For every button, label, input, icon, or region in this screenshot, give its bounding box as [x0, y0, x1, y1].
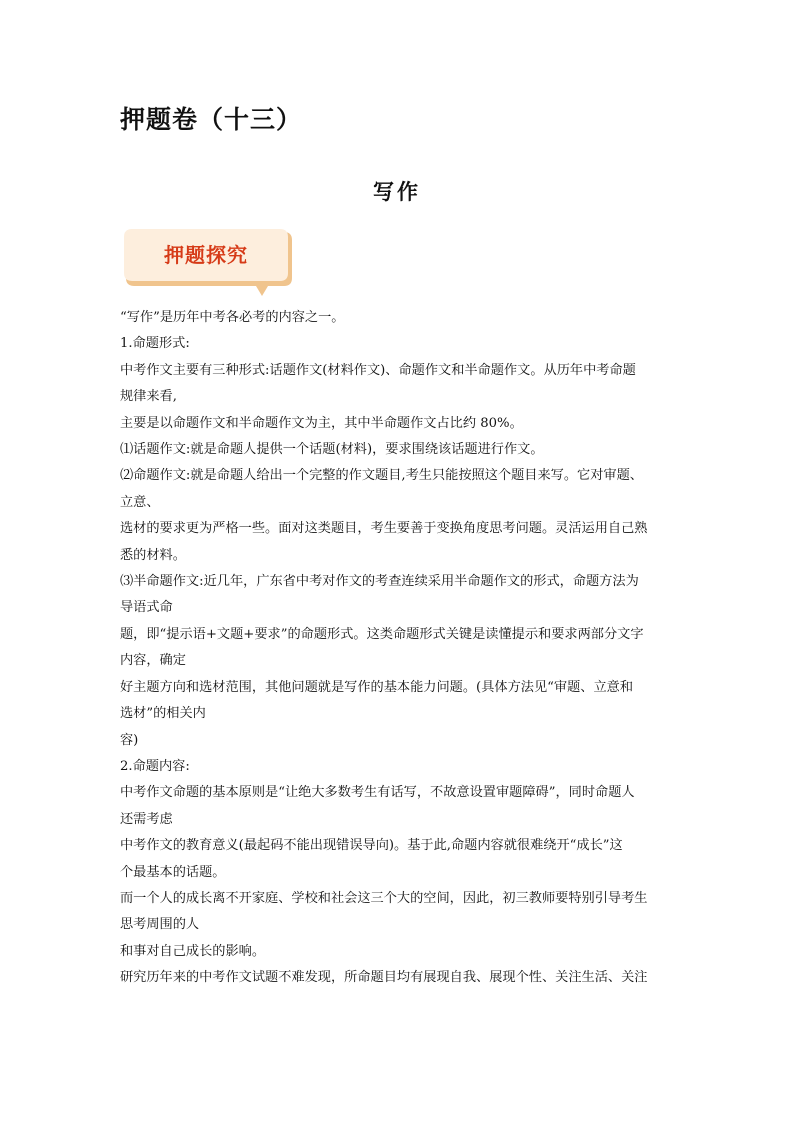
- text-line: 1.命题形式:: [120, 336, 190, 352]
- text-line: 而一个人的成长离不开家庭、学校和社会这三个大的空间，因此，初三教师要特别引导考生: [120, 890, 648, 906]
- text-line: 思考周围的人: [120, 917, 200, 933]
- text-line: 选材”的相关内: [120, 706, 206, 722]
- text-line: ⑴话题作文:就是命题人提供一个话题(材料)，要求围绕该话题进行作文。: [120, 442, 544, 458]
- text-line: “写作”是历年中考各必考的内容之一。: [120, 310, 345, 325]
- text-line: 内容，确定: [120, 653, 186, 669]
- text-line: 和事对自己成长的影响。: [120, 943, 266, 959]
- text-line: 容): [120, 732, 139, 748]
- text-line: ⑵命题作文:就是命题人给出一个完整的作文题目,考生只能按照这个题目来写。它对审题、: [120, 468, 643, 484]
- text-line: 导语式命: [120, 600, 173, 616]
- badge-label: 押题探究: [164, 243, 248, 267]
- text-line: 个最基本的话题。: [120, 864, 226, 880]
- text-line: 中考作文命题的基本原则是“让绝大多数考生有话写，不故意设置审题障碍”，同时命题人: [120, 785, 635, 801]
- text-line: 规律来看,: [120, 389, 177, 405]
- text-line: 中考作文的教育意义(最起码不能出现错误导向)。基于此,命题内容就很难绕开“成长”这: [120, 838, 623, 854]
- text-line: 2.命题内容:: [120, 758, 190, 774]
- section-badge: [122, 228, 294, 300]
- text-line: 还需考虑: [120, 811, 173, 827]
- page-title: 押题卷（十三）: [120, 105, 303, 134]
- text-line: 选材的要求更为严格一些。面对这类题目，考生要善于变换角度思考问题。灵活运用自己熟: [120, 521, 648, 537]
- text-line: ⑶半命题作文:近几年，广东省中考对作文的考查连续采用半命题作文的形式，命题方法为: [120, 574, 639, 590]
- section-title: 写作: [373, 180, 421, 204]
- text-line: 立意、: [120, 494, 160, 510]
- text-line: 题，即“提示语+文题+要求”的命题形式。这类命题形式关键是读懂提示和要求两部分文字: [120, 626, 644, 642]
- text-line: 主要是以命题作文和半命题作文为主，其中半命题作文占比约 80%。: [120, 415, 523, 431]
- document-body: [120, 305, 680, 992]
- text-line: 悉的材料。: [120, 547, 186, 563]
- text-line: 中考作文主要有三种形式:话题作文(材料作文)、命题作文和半命题作文。从历年中考命题: [120, 362, 636, 378]
- text-line: 好主题方向和选材范围，其他问题就是写作的基本能力问题。(具体方法见“审题、立意和: [120, 679, 634, 695]
- text-line: 研究历年来的中考作文试题不难发现，所命题目均有展现自我、展现个性、关注生活、关注: [120, 970, 648, 986]
